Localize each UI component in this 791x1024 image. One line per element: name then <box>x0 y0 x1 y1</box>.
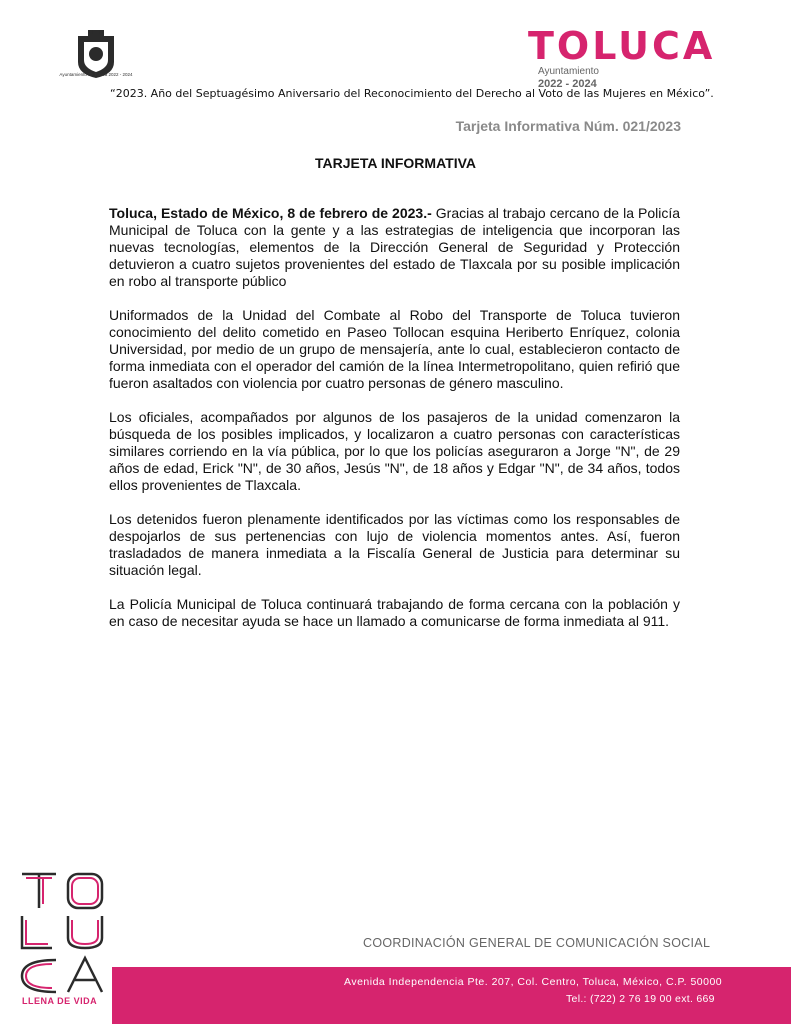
footer-phone: Tel.: (722) 2 76 19 00 ext. 669 <box>566 993 715 1005</box>
shield-caption: Ayuntamiento de Toluca 2022 - 2024 <box>59 72 133 77</box>
paragraph-5: La Policía Municipal de Toluca continuará trabajando de forma cercana con la población y en caso de necesitar ayuda se hace un llamado a comunicarse de forma inmediata al 911. <box>109 596 680 629</box>
toluca-brand-logo <box>528 26 728 96</box>
paragraph-4: Los detenidos fueron plenamente identificados por las víctimas como los responsables de despojarlos de sus pertenencias con lujo de violencia momentos antes. Así, fueron trasladados de manera inmediata a la Fiscalía General de Justicia para determinar su situación legal. <box>109 511 680 578</box>
document-body <box>109 205 680 647</box>
paragraph-1 <box>109 205 680 290</box>
footer-address: Avenida Independencia Pte. 207, Col. Centro, Toluca, México, C.P. 50000 <box>344 976 723 988</box>
toluca-logo-word: TOLUCA <box>528 24 716 68</box>
municipal-shield-logo <box>66 28 126 90</box>
footer-tagline: LLENA DE VIDA <box>22 996 98 1006</box>
toluca-stacked-logo <box>18 868 118 1008</box>
toluca-logo-years: 2022 - 2024 <box>538 78 597 90</box>
paragraph-2: Uniformados de la Unidad del Combate al Robo del Transporte de Toluca tuvieron conocimiento del delito cometido en Paseo Tollocan esquina Heriberto Enríquez, colonia Universidad, por medio de un grupo de mensajería, ante lo cual, establecieron contacto de forma inmediata con el operador del camión de la línea Intermetropolitano, quien refirió que fueron asaltados con violencia por cuatro personas de género masculino. <box>109 307 680 391</box>
card-number: Tarjeta Informativa Núm. 021/2023 <box>455 118 681 134</box>
toluca-logo-ayuntamiento: Ayuntamiento <box>538 66 599 77</box>
paragraph-1-text: Gracias al trabajo cercano de la Policía Municipal de Toluca con la gente y a las estrategias de inteligencia que incorporan las nuevas tecnologías, elementos de la Dirección General de Seguridad y Protección detuvieron a cuatro sujetos provenientes del estado de Tlaxcala por su posible implicación en robo al transporte público <box>109 205 681 289</box>
footer-organization: COORDINACIÓN GENERAL DE COMUNICACIÓN SOCIAL <box>363 936 711 950</box>
year-motto: “2023. Año del Septuagésimo Aniversario del Reconocimiento del Derecho al Voto de las Mujeres en México”. <box>110 87 714 100</box>
document-heading: TARJETA INFORMATIVA <box>315 155 476 171</box>
dateline: Toluca, Estado de México, 8 de febrero de 2023.- <box>109 205 432 221</box>
paragraph-3: Los oficiales, acompañados por algunos de los pasajeros de la unidad comenzaron la búsqueda de los posibles implicados, y localizaron a cuatro personas con características similares corriendo en la vía pública, por lo que los policías aseguraron a Jorge "N", de 29 años de edad, Erick "N", de 30 años, Jesús "N", de 18 años y Edgar "N", de 34 años, todos ellos provenientes de Tlaxcala. <box>109 409 680 493</box>
